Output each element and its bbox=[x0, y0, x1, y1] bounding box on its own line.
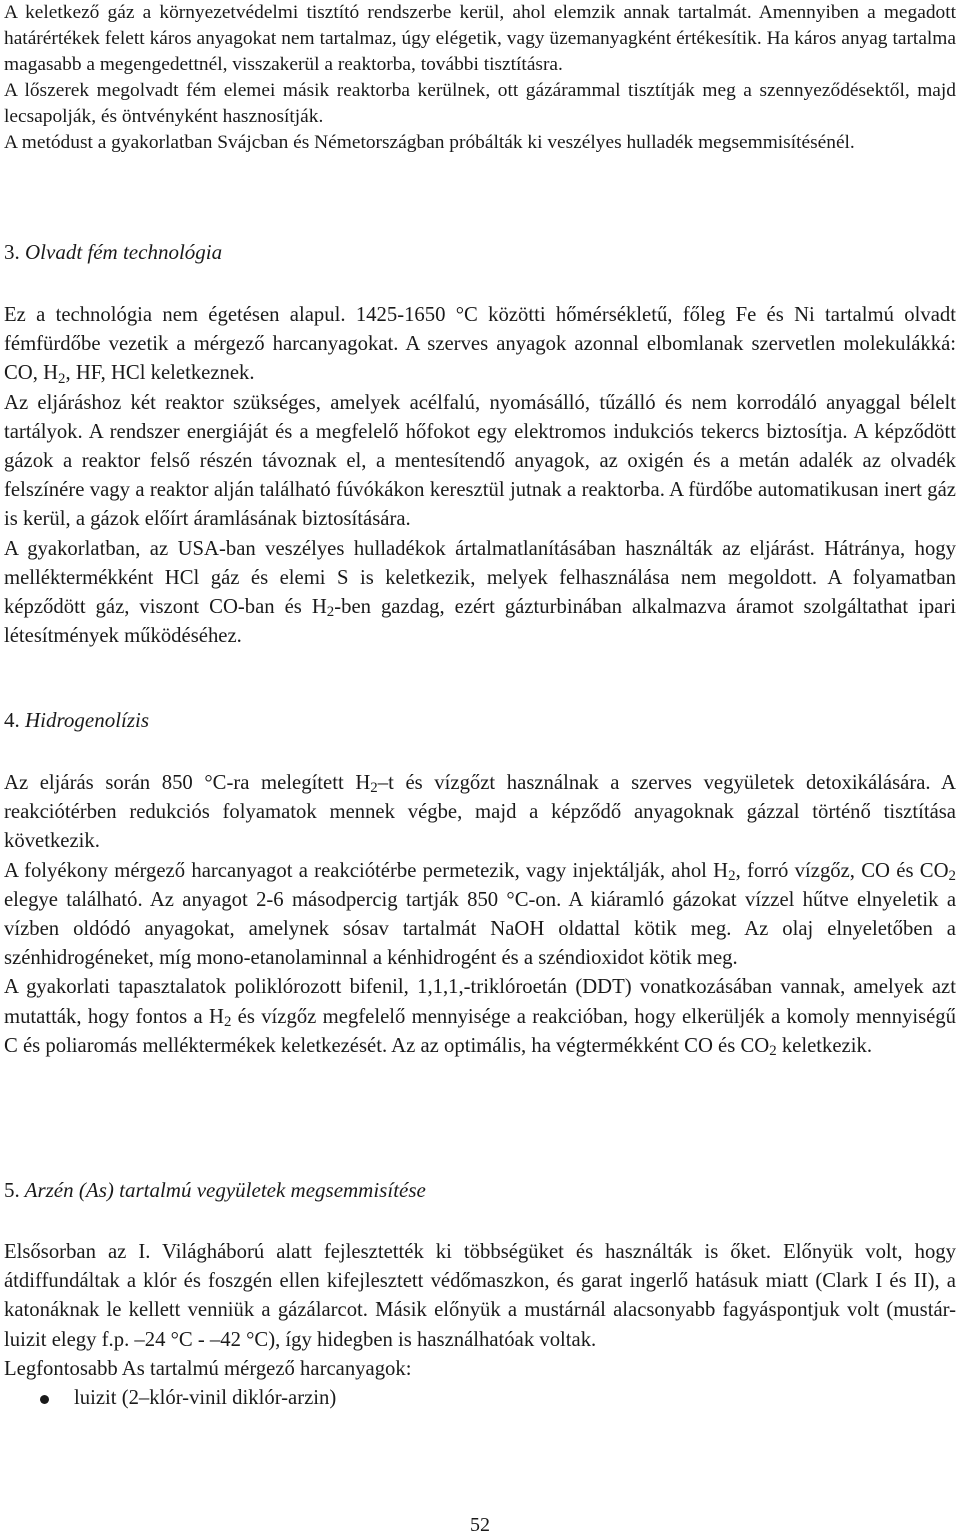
section-number: 4. bbox=[4, 708, 20, 732]
section-number: 3. bbox=[4, 240, 20, 264]
page-number: 52 bbox=[470, 1514, 490, 1536]
section-number: 5. bbox=[4, 1178, 20, 1202]
paragraph: A keletkező gáz a környezetvédelmi tisztító rendszerbe kerül, ahol elemzik annak tartalmát. Amennyiben a megadott határértékek felett káros anyagokat nem tartalmaz, úgy elégetik, vagy üzemanyagként értékesítik. Ha káros anyag tartalma magasabb a megengedettnél, visszakerül a reaktorba, további tisztításra. bbox=[4, 2, 956, 75]
paragraph: Ez a technológia nem égetésen alapul. 1425-1650 °C közötti hőmérsékletű, főleg Fe és Ni tartalmú olvadt fémfürdőbe vezetik a mérgező harcanyagokat. A szerves anyagok azonnal elbomlanak szervetlen molekulákká: CO, $H_2$, HF, HCl keletkeznek. bbox=[4, 304, 956, 387]
list-intro: Legfontosabb As tartalmú mérgező harcanyagok: bbox=[4, 1357, 412, 1380]
section-5-body bbox=[4, 1238, 956, 1413]
list-item bbox=[4, 1384, 956, 1413]
section-4-heading bbox=[4, 706, 956, 734]
section-title: Hidrogenolízis bbox=[25, 708, 150, 732]
paragraph: Elsősorban az I. Világháború alatt fejlesztették ki többségüket és használták is őket. Előnyük volt, hogy átdiffundáltak a klór és foszgén ellen kifejlesztett védőmaszkon, és garat ingerlő hatásuk miatt (Clark I és II), a katonáknak le kellett venniük a gázálarcot. Másik előnyük a mustárnál alacsonyabb fagyáspontjuk volt (mustár-luizit elegy f.p. –24 °C - –42 °C), így hidegben is használhatóak voltak. bbox=[4, 1241, 956, 1351]
harcanyag-list bbox=[4, 1384, 956, 1413]
section-title: Arzén (As) tartalmú vegyületek megsemmisítése bbox=[24, 1178, 426, 1202]
paragraph: A folyékony mérgező harcanyagot a reakciótérbe permetezik, vagy injektálják, ahol $H_2$, forró vízgőz, CO és $CO_2$ elegye található. Az anyagot 2-6 másodpercig tartják 850 °C-on. A kiáramló gázokat vízzel hűtve elnyeletik a vízben oldódó anyagokat, amelynek sósav tartalmát NaOH oldattal kötik meg. Az olaj elnyeletőben a szénhidrogéneket, míg mono-etanolaminnal a kénhidrogént és a széndioxidot kötik meg. bbox=[4, 859, 956, 970]
list-item-label: luizit (2–klór-vinil diklór-arzin) bbox=[74, 1387, 337, 1410]
paragraph: A gyakorlatban, az USA-ban veszélyes hulladékok ártalmatlanításában használták az eljárást. Hátránya, hogy melléktermékként HCl gáz és elemi S is keletkezik, melyek felhasználása nem megoldott. A folyamatban képződött gáz, viszont CO-ban és $H_2$-ben gazdag, ezért gázturbinában alkalmazva áramot szolgáltathat ipari létesítmények működéséhez. bbox=[4, 537, 956, 648]
section-4-body bbox=[4, 769, 956, 1061]
bullet-icon bbox=[40, 1395, 49, 1404]
paragraph: A gyakorlati tapasztalatok poliklórozott bifenil, 1,1,1,-triklóroetán (DDT) vonatkozásában vannak, amelyek azt mutatták, hogy fontos a $H_2$ és vízgőz megfelelő mennyisége a reakcióban, hogy elkerüljék a komoly mennyiségű C és poliaromás melléktermékek keletkezését. Az az optimális, ha végtermékként CO és $CO_2$ keletkezik. bbox=[4, 976, 956, 1060]
paragraph: Az eljáráshoz két reaktor szükséges, amelyek acélfalú, nyomásálló, tűzálló és nem korrodáló anyaggal bélelt tartályok. A rendszer energiáját és a megfelelő hőfokot egy elektromos indukciós tekercs biztosítja. A képződött gázok a reaktor felső részén távoznak el, a mentesítendő anyagok, az oxigén és a metán adalék az olvadék felszínére vagy a reaktor alján található fúvókákon keresztül jutnak a reaktorba. A fürdőbe automatikusan inert gáz is kerül, a gázok előírt áramlásának biztosítására. bbox=[4, 391, 956, 531]
paragraph: Az eljárás során 850 °C-ra melegített $H_2-t$ és vízgőzt használnak a szerves vegyületek detoxikálására. A reakciótérben redukciós folyamatok mennek végbe, majd a képződő anyagoknak gázzal történő tisztítása következik. bbox=[4, 772, 956, 853]
paragraph: A metódust a gyakorlatban Svájcban és Németországban próbálták ki veszélyes hulladék megsemmisítésénél. bbox=[4, 132, 855, 153]
section-5-heading bbox=[4, 1176, 956, 1204]
section-title: Olvadt fém technológia bbox=[25, 240, 223, 264]
section-3-heading bbox=[4, 238, 956, 266]
paragraph: A lőszerek megolvadt fém elemei másik reaktorba kerülnek, ott gázárammal tisztítják meg a szennyeződésektől, majd lecsapolják, és öntvényként hasznosítják. bbox=[4, 80, 956, 127]
section-3-body bbox=[4, 301, 956, 651]
intro-block bbox=[4, 0, 956, 156]
